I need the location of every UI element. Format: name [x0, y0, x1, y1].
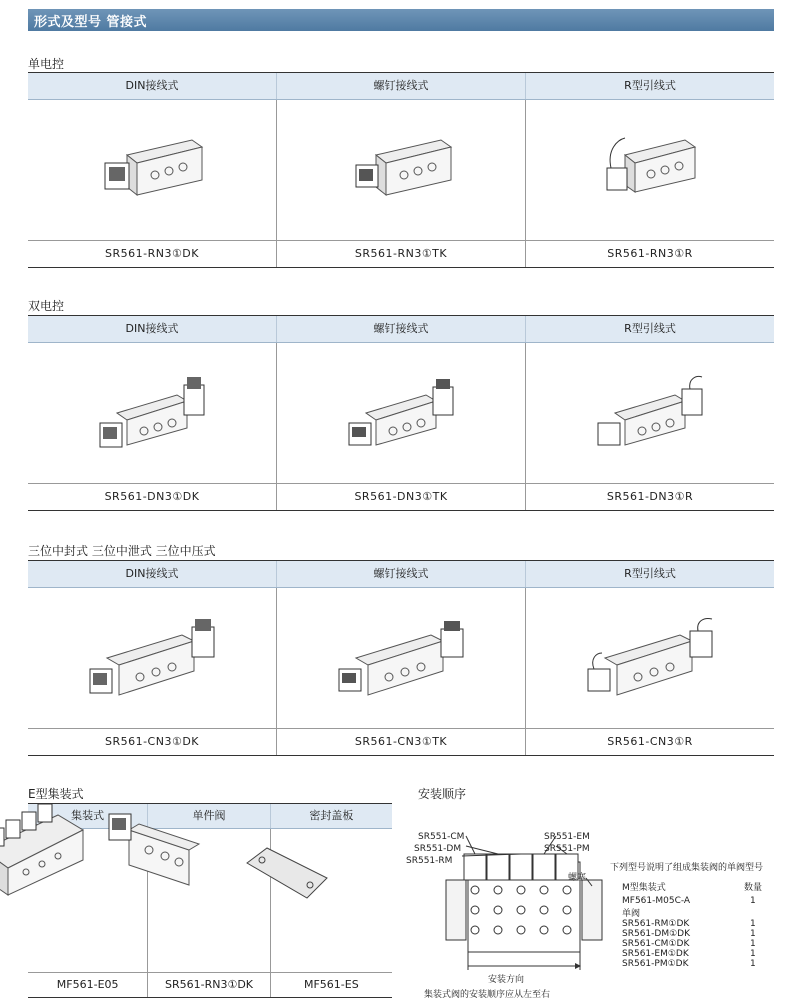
- valve-image-cell: [525, 100, 774, 240]
- section-label-single: 单电控: [28, 57, 65, 71]
- part-qty: 1: [750, 959, 756, 969]
- page-title-bar: [28, 9, 774, 31]
- column-header: DIN接线式: [125, 79, 179, 92]
- manifold-parts-table: [622, 880, 762, 969]
- column-header: 螺钉接线式: [276, 561, 525, 587]
- table-row: [622, 959, 762, 969]
- install-diagram: [396, 780, 786, 1000]
- valve-image-cell: [276, 100, 525, 240]
- column-header: R型引线式: [525, 316, 774, 342]
- part-name: SR561-EM①DK: [622, 949, 689, 959]
- install-label-rm: SR551-RM: [406, 856, 453, 866]
- part-qty: 1: [750, 939, 756, 949]
- install-table-caption: 下列型号说明了组成集装阀的单阀型号: [610, 863, 764, 873]
- model-number: MF561-ES: [270, 973, 392, 997]
- table-header-name: M型集装式: [622, 883, 666, 893]
- column-header: 螺钉接线式: [276, 73, 525, 99]
- table-row: [622, 896, 762, 906]
- part-name: SR561-RM①DK: [622, 919, 690, 929]
- install-label-em: SR551-EM: [544, 832, 590, 842]
- column-header: 单件阀: [147, 804, 269, 828]
- part-name: 单阀: [622, 909, 641, 919]
- model-number: SR561-RN3①R: [525, 241, 774, 267]
- three-position-valve-lead-image: [580, 613, 720, 703]
- part-qty: 1: [750, 929, 756, 939]
- part-qty: 1: [750, 949, 756, 959]
- model-number: SR561-DN3①TK: [276, 484, 525, 510]
- valve-image-cell: [525, 588, 774, 728]
- part-qty: 1: [750, 919, 756, 929]
- model-number: SR561-RN3①DK: [104, 247, 199, 260]
- part-name: SR561-CM①DK: [622, 939, 690, 949]
- page-title: 形式及型号 管接式: [34, 15, 148, 30]
- valve-image-cell: [276, 343, 525, 483]
- model-number: SR561-CN3①DK: [104, 735, 200, 748]
- model-number: SR561-DN3①DK: [104, 490, 200, 503]
- valve-image-cell: [28, 343, 276, 483]
- part-qty: [750, 906, 762, 919]
- part-name: SR561-DM①DK: [622, 929, 690, 939]
- model-number: SR561-RN3①TK: [276, 241, 525, 267]
- valve-image-cell: [28, 588, 276, 728]
- model-number: SR561-CN3①TK: [276, 729, 525, 755]
- model-number: SR561-CN3①R: [525, 729, 774, 755]
- three-position-valve-din-image: [82, 613, 222, 703]
- valve-image-cell: [525, 343, 774, 483]
- table-row: [622, 906, 762, 919]
- install-label-plug: 螺塞: [568, 873, 587, 883]
- column-header: DIN接线式: [125, 567, 179, 580]
- table-row: [622, 939, 762, 949]
- single-valve-screw-image: [346, 135, 456, 205]
- table-header-qty: 数量: [743, 883, 762, 893]
- section-label-install: 安装顺序: [418, 787, 467, 801]
- cover-plate-image-cell: [270, 829, 392, 972]
- single-valve-din-image: [97, 135, 207, 205]
- double-valve-din-image: [92, 373, 212, 453]
- model-number: SR561-DN3①R: [525, 484, 774, 510]
- product-table-e-type: [28, 803, 392, 998]
- single-valve-lead-image: [595, 130, 705, 210]
- double-valve-lead-image: [590, 373, 710, 453]
- part-qty: 1: [750, 896, 756, 906]
- model-number: MF561-E05: [56, 978, 119, 991]
- manifold-assembly-image: [0, 790, 88, 900]
- three-position-valve-screw-image: [331, 613, 471, 703]
- product-table-single: [28, 72, 774, 268]
- install-direction-label: 安装方向: [488, 975, 525, 985]
- column-header: 螺钉接线式: [276, 316, 525, 342]
- install-label-pm: SR551-PM: [544, 844, 590, 854]
- install-note: 集装式阀的安装顺序应从左至右: [424, 990, 551, 1000]
- product-table-three-position: [28, 560, 774, 756]
- section-label-double: 双电控: [28, 299, 65, 313]
- single-valve-image: [99, 810, 209, 900]
- table-row: [622, 919, 762, 929]
- part-name: MF561-M05C-A: [622, 896, 691, 906]
- cover-plate-image: [242, 843, 332, 903]
- section-label-three-position: 三位中封式 三位中泄式 三位中压式: [28, 544, 216, 558]
- table-row: [622, 949, 762, 959]
- table-row: [622, 929, 762, 939]
- column-header: 集装式: [71, 809, 105, 822]
- double-valve-screw-image: [341, 373, 461, 453]
- column-header: R型引线式: [525, 73, 774, 99]
- product-table-double: [28, 315, 774, 511]
- part-name: SR561-PM①DK: [622, 959, 689, 969]
- column-header: R型引线式: [525, 561, 774, 587]
- column-header: DIN接线式: [125, 322, 179, 335]
- install-label-cm: SR551-CM: [418, 832, 465, 842]
- section-label-e-type: E型集装式: [28, 787, 84, 801]
- model-number: SR561-RN3①DK: [147, 973, 269, 997]
- valve-image-cell: [276, 588, 525, 728]
- column-header: 密封盖板: [270, 804, 392, 828]
- valve-image-cell: [28, 100, 276, 240]
- install-label-dm: SR551-DM: [414, 844, 462, 854]
